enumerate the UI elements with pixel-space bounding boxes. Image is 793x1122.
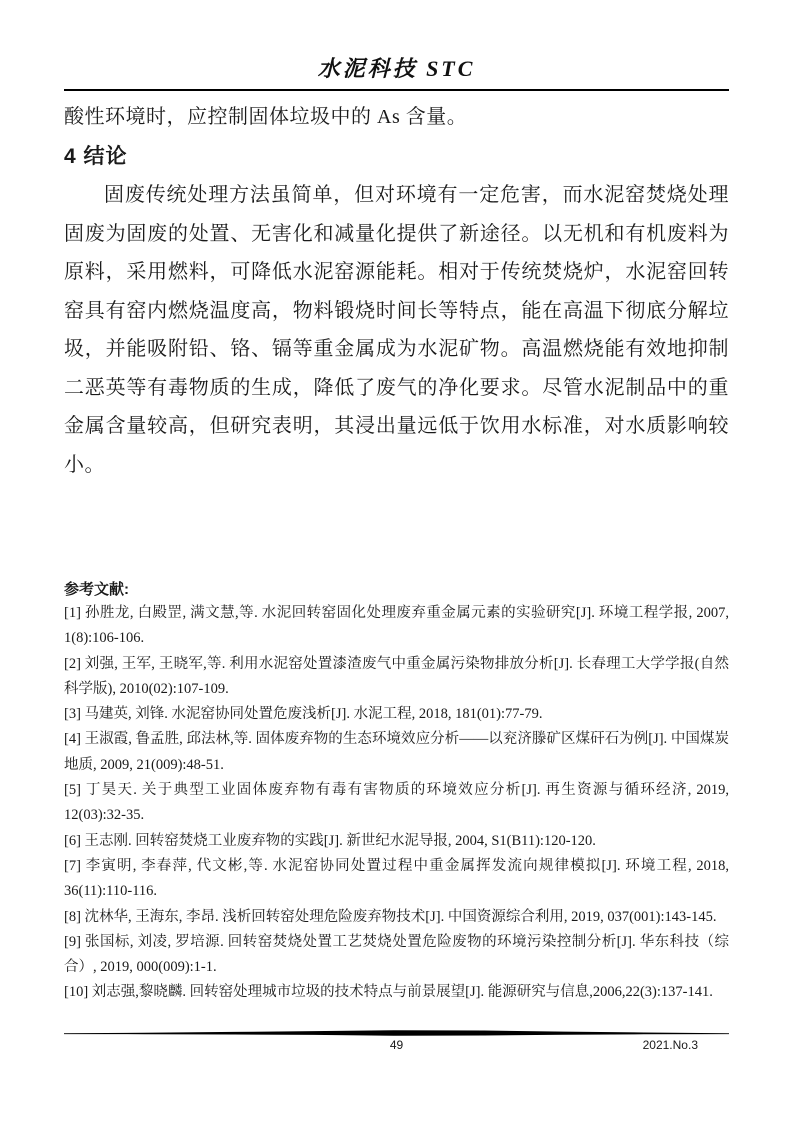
footer-ornament-line [64, 1029, 729, 1037]
reference-item: [6] 王志刚. 回转窑焚烧工业废弃物的实践[J]. 新世纪水泥导报, 2004, S1(B11):120-120. [64, 832, 596, 849]
page-number: 49 [389, 1038, 404, 1052]
reference-item: [1] 孙胜龙, 白殿罡, 满文慧,等. 水泥回转窑固化处理废弃重金属元素的实验研究[J]. 环境工程学报, 2007, 1(8):106-106. [64, 605, 729, 647]
header-rule-divider [64, 89, 729, 91]
reference-item: [7] 李寅明, 李春萍, 代文彬,等. 水泥窑协同处置过程中重金属挥发流向规律模拟[J]. 环境工程, 2018, 36(11):110-116. [64, 857, 729, 900]
reference-item: [3] 马建英, 刘锋. 水泥窑协同处置危废浅析[J]. 水泥工程, 2018, 181(01):77-79. [64, 706, 543, 723]
reference-item: [10] 刘志强,黎晓麟. 回转窑处理城市垃圾的技术特点与前景展望[J]. 能源研究与信息,2006,22(3):137-141. [64, 984, 713, 1001]
issue-label: 2021.No.3 [642, 1038, 698, 1052]
conclusion-paragraph: 固废传统处理方法虽简单，但对环境有一定危害，而水泥窑焚烧处理固废为固废的处置、无害化和减量化提供了新途径。以无机和有机废料为原料，采用燃料，可降低水泥窑源能耗。相对于传统焚烧炉，水泥窑回转窑具有窑内燃烧温度高，物料锻烧时间长等特点，能在高温下彻底分解垃圾，并能吸附铅、铬、镉等重金属成为水泥矿物。高温燃烧能有效地抑制二恶英等有毒物质的生成，降低了废气的净化要求。尽管水泥制品中的重金属含量较高，但研究表明，其浸出量远低于饮用水标准，对水质影响较小。 [64, 184, 729, 476]
reference-item: [8] 沈林华, 王海东, 李昂. 浅析回转窑处理危险废弃物技术[J]. 中国资源综合利用, 2019, 037(001):143-145. [64, 908, 717, 925]
reference-item: [4] 王淑霞, 鲁孟胜, 邱法林,等. 固体废弃物的生态环境效应分析——以兖济滕矿区煤矸石为例[J]. 中国煤炭地质, 2009, 21(009):48-51. [64, 731, 729, 773]
references-heading: 参考文献: [64, 581, 129, 598]
reference-item: [9] 张国标, 刘凌, 罗培源. 回转窑焚烧处置工艺焚烧处置危险废物的环境污染控制分析[J]. 华东科技（综合）, 2019, 000(009):1-1. [64, 933, 729, 976]
references-list [64, 601, 729, 1006]
reference-item: [2] 刘强, 王军, 王晓军,等. 利用水泥窑处置漆渣废气中重金属污染物排放分析[J]. 长春理工大学学报(自然科学版), 2010(02):107-109. [64, 655, 729, 697]
carryover-paragraph: 酸性环境时，应控制固体垃圾中的 As 含量。 [64, 106, 468, 128]
section-heading-conclusion: 4 结论 [64, 145, 128, 168]
journal-title: 水泥科技 STC [317, 56, 476, 81]
reference-item: [5] 丁昊天. 关于典型工业固体废弃物有毒有害物质的环境效应分析[J]. 再生资源与循环经济, 2019, 12(03):32-35. [64, 782, 729, 824]
